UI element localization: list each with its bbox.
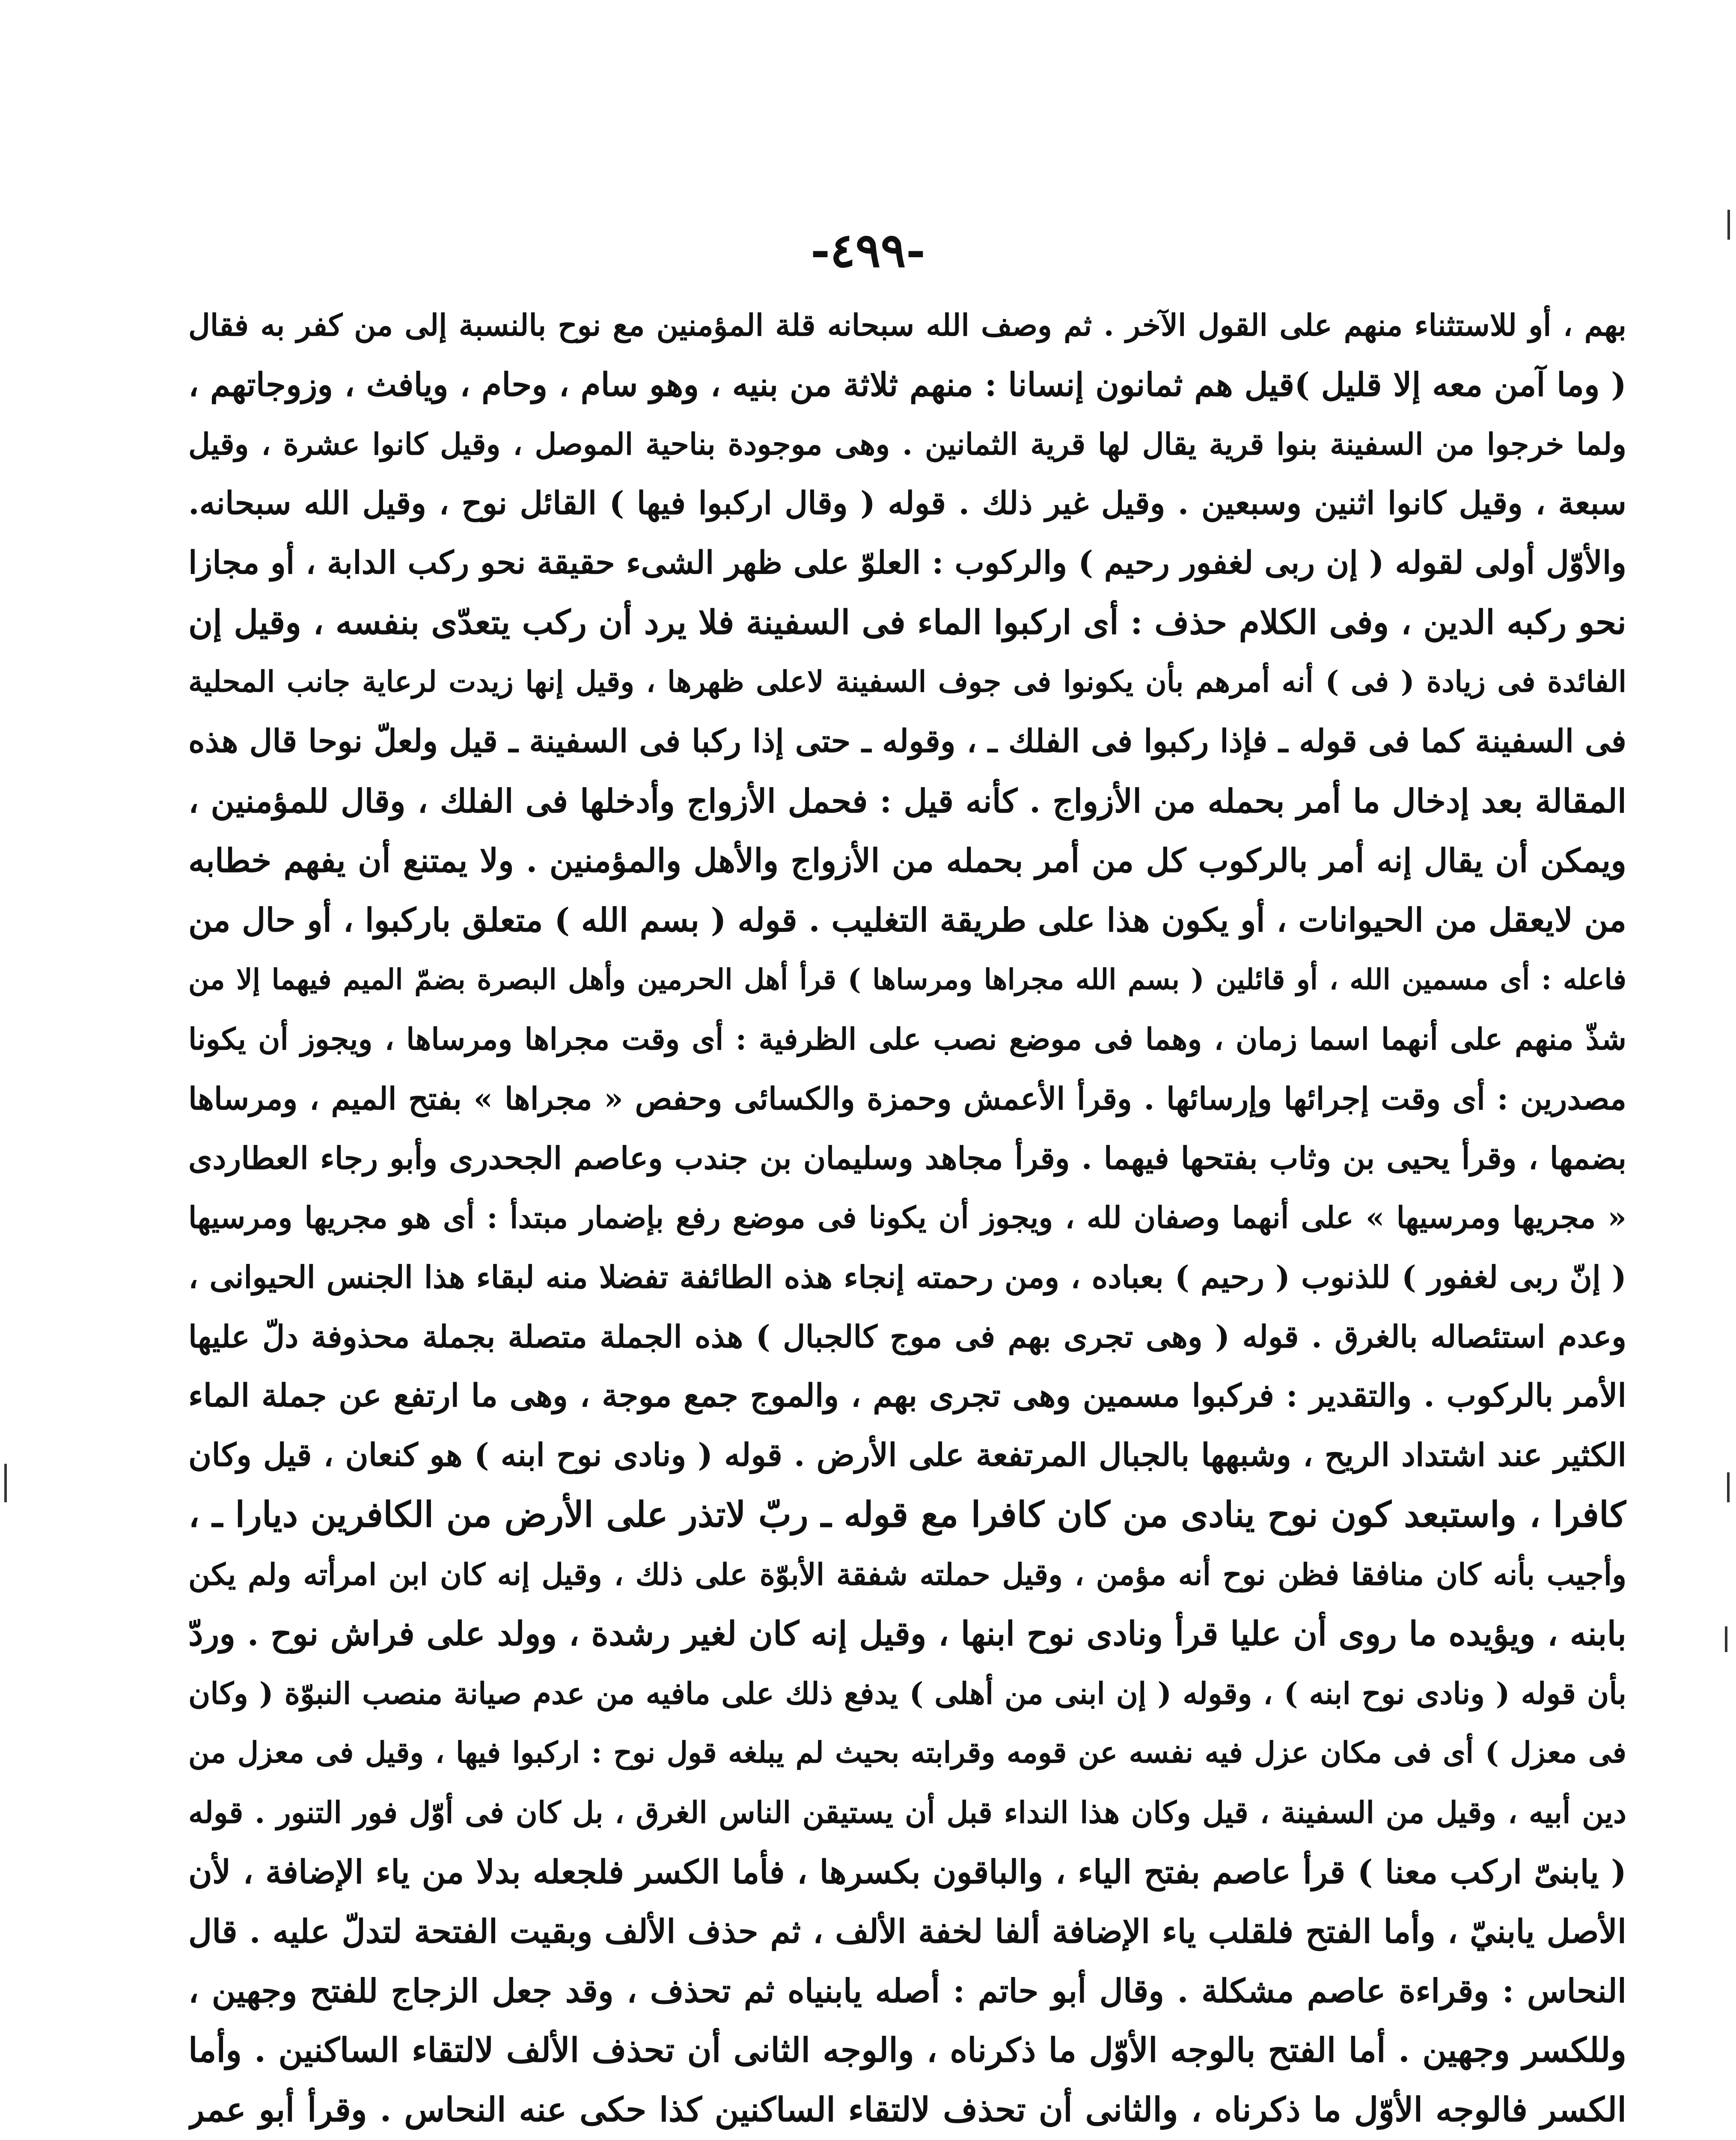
text-line: شذّ منهم على أنهما اسما زمان ، وهما فى موضع نصب على الظرفية : أى وقت مجراها ومرساها ، ويجوز أن يكونا [188,1021,1626,1057]
text-line: الكثير عند اشتداد الريح ، وشبهها بالجبال المرتفعة على الأرض . قوله ( ونادى نوح ابنه ) هو كنعان ، قيل وكان [188,1437,1626,1474]
text-line: ( يابنىّ اركب معنا ) قرأ عاصم بفتح الياء ، والباقون بكسرها ، فأما الكسر فلجعله بدلا من ياء الإضافة ، لأن [188,1853,1626,1891]
text-line: الكسر فالوجه الأوّل ما ذكرناه ، والثانى أن تحذف لالتقاء الساكنين كذا حكى عنه النحاس . وقرأ أبو عمر [188,2090,1626,2129]
text-line: فاعله : أى مسمين الله ، أو قائلين ( بسم الله مجراها ومرساها ) قرأ أهل الحرمين وأهل البصرة بضمّ الميم فيهما إلا من [188,963,1626,996]
text-line: النحاس : وقراءة عاصم مشكلة . وقال أبو حاتم : أصله يابنياه ثم تحذف ، وقد جعل الزجاج للفتح وجهين ، [188,1972,1626,2010]
text-line: بهم ، أو للاستثناء منهم على القول الآخر . ثم وصف الله سبحانه قلة المؤمنين مع نوح بالنسبة إلى من كفر به فقال [188,307,1626,343]
text-line: الأمر بالركوب . والتقدير : فركبوا مسمين وهى تجرى بهم ، والموج جمع موجة ، وهى ما ارتفع عن جملة الماء [188,1377,1626,1414]
text-line: ويمكن أن يقال إنه أمر بالركوب كل من أمر بحمله من الأزواج والأهل والمؤمنين . ولا يمتنع أن يفهم خطابه [188,841,1626,880]
text-line: سبعة ، وقيل كانوا اثنين وسبعين . وقيل غير ذلك . قوله ( وقال اركبوا فيها ) القائل نوح ، وقيل الله سبحانه. [188,485,1626,522]
text-line: بابنه ، ويؤيده ما روى أن عليا قرأ ونادى نوح ابنها ، وقيل إنه كان لغير رشدة ، وولد على فراش نوح . وردّ [188,1614,1626,1653]
text-line: فى السفينة كما فى قوله ـ فإذا ركبوا فى الفلك ـ ، وقوله ـ حتى إذا ركبا فى السفينة ـ قيل ولعلّ نوحا قال هذه [188,723,1626,760]
text-line: والأوّل أولى لقوله ( إن ربى لغفور رحيم ) والركوب : العلوّ على ظهر الشىء حقيقة نحو ركب الدابة ، أو مجازا [188,544,1626,581]
text-line: وللكسر وجهين . أما الفتح بالوجه الأوّل ما ذكرناه ، والوجه الثانى أن تحذف الألف لالتقاء الساكنين . وأما [188,2031,1626,2070]
scan-edge-mark [1727,1472,1730,1502]
text-line: نحو ركبه الدين ، وفى الكلام حذف : أى اركبوا الماء فى السفينة فلا يرد أن ركب يتعدّى بنفسه ، وقيل إن [188,603,1626,642]
scan-edge-mark [4,1464,7,1502]
text-line: ولما خرجوا من السفينة بنوا قرية يقال لها قرية الثمانين . وهى موجودة بناحية الموصل ، وقيل كانوا عشرة ، وقيل [188,426,1626,462]
text-line: دين أبيه ، وقيل من السفينة ، قيل وكان هذا النداء قبل أن يستيقن الناس الغرق ، بل كان فى أوّل فور التنور . قوله [188,1795,1626,1830]
text-line: بضمها ، وقرأ يحيى بن وثاب بفتحها فيهما . وقرأ مجاهد وسليمان بن جندب وعاصم الجحدرى وأبو رجاء العطاردى [188,1140,1626,1176]
text-line: وأجيب بأنه كان منافقا فظن نوح أنه مؤمن ، وقيل حملته شفقة الأبوّة على ذلك ، وقيل إنه كان ابن امرأته ولم يكن [188,1557,1626,1592]
text-line: فى معزل ) أى فى مكان عزل فيه نفسه عن قومه وقرابته بحيث لم يبلغه قول نوح : اركبوا فيها ، وقيل فى معزل من [188,1736,1626,1770]
body-text [188,295,1626,2140]
scan-edge-mark [1727,210,1730,240]
text-line: وعدم استئصاله بالغرق . قوله ( وهى تجرى بهم فى موج كالجبال ) هذه الجملة متصلة بجملة محذوفة دلّ عليها [188,1318,1626,1355]
page-number: -٤٩٩- [810,223,926,278]
scan-edge-mark [1725,1626,1727,1652]
text-line: كافرا ، واستبعد كون نوح ينادى من كان كافرا مع قوله ـ ربّ لاتذر على الأرض من الكافرين ديارا ـ ، [188,1494,1626,1535]
text-line: الفائدة فى زيادة ( فى ) أنه أمرهم بأن يكونوا فى جوف السفينة لاعلى ظهرها ، وقيل إنها زيدت لرعاية جانب المحلية [188,665,1626,699]
text-line: من لايعقل من الحيوانات ، أو يكون هذا على طريقة التغليب . قوله ( بسم الله ) متعلق باركبوا ، أو حال من [188,901,1626,939]
text-line: الأصل يابنيّ ، وأما الفتح فلقلب ياء الإضافة ألفا لخفة الألف ، ثم حذف الألف وبقيت الفتحة لتدلّ عليه . قال [188,1912,1626,1950]
text-line: « مجريها ومرسيها » على أنهما وصفان لله ، ويجوز أن يكونا فى موضع رفع بإضمار مبتدأ : أى هو مجريها ومرسيها [188,1200,1626,1235]
text-line: ( إنّ ربى لغفور ) للذنوب ( رحيم ) بعباده ، ومن رحمته إنجاء هذه الطائفة تفضلا منه لبقاء هذا الجنس الحيوانى ، [188,1259,1626,1295]
text-line: ( وما آمن معه إلا قليل )قيل هم ثمانون إنسانا : منهم ثلاثة من بنيه ، وهو سام ، وحام ، ويافث ، وزوجاتهم ، [188,366,1626,404]
text-line: بأن قوله ( ونادى نوح ابنه ) ، وقوله ( إن ابنى من أهلى ) يدفع ذلك على مافيه من عدم صيانة منصب النبوّة ( وكان [188,1676,1626,1711]
text-line: مصدرين : أى وقت إجرائها وإرسائها . وقرأ الأعمش وحمزة والكسائى وحفص « مجراها » بفتح الميم ، ومرساها [188,1080,1626,1117]
text-line: المقالة بعد إدخال ما أمر بحمله من الأزواج . كأنه قيل : فحمل الأزواج وأدخلها فى الفلك ، وقال للمؤمنين ، [188,782,1626,820]
